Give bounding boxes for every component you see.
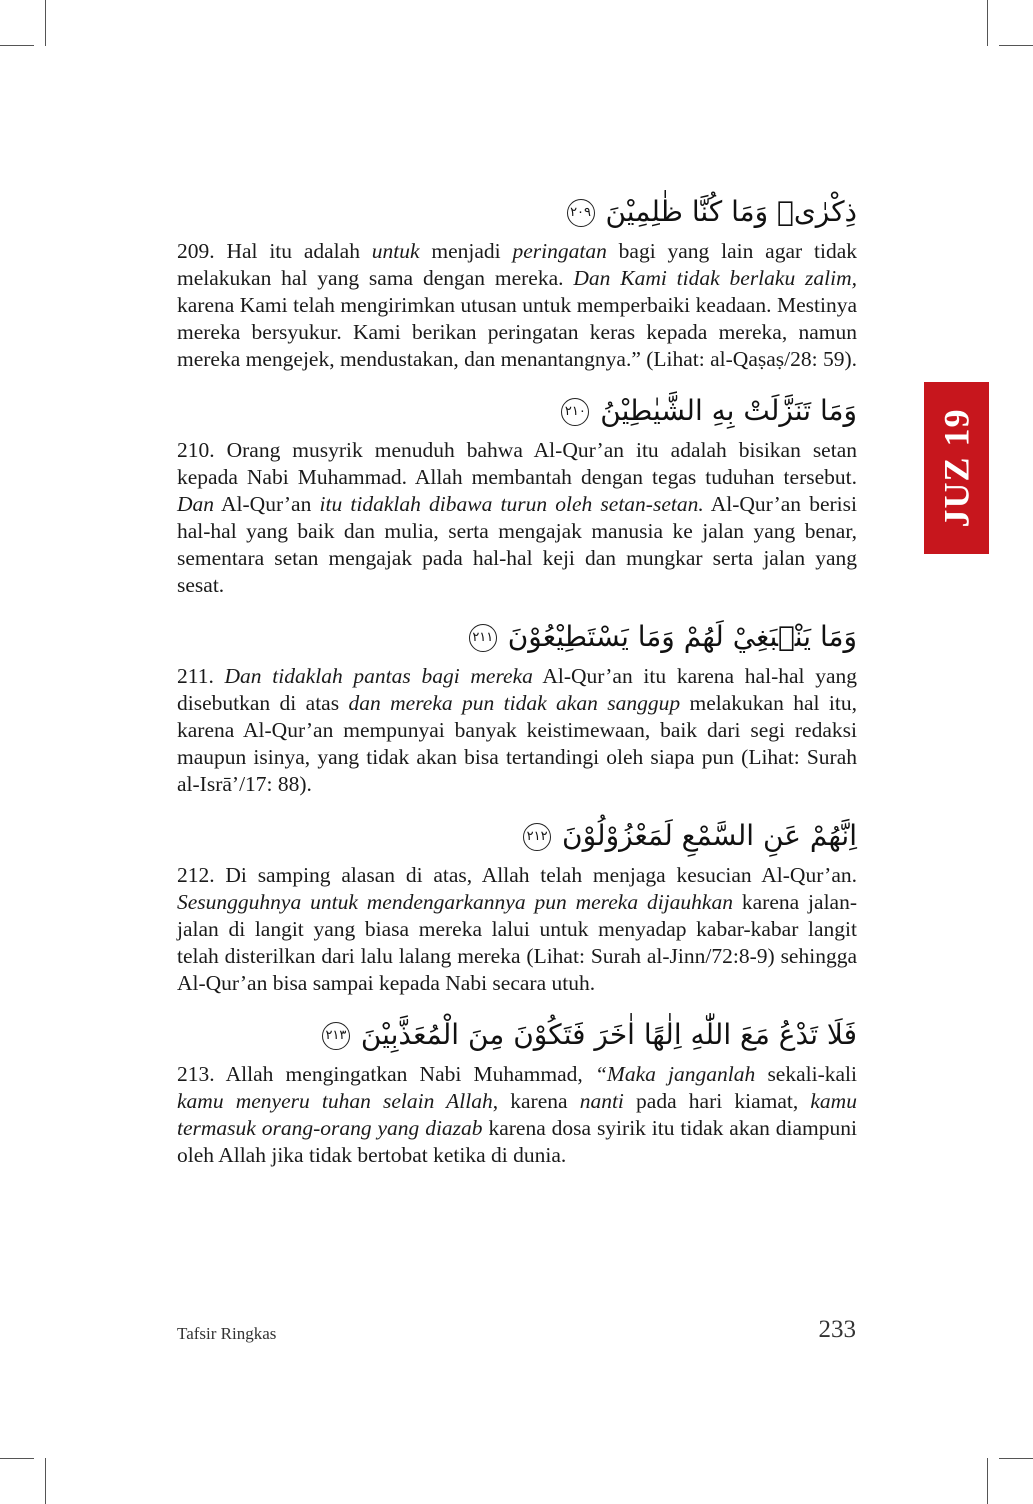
section — [177, 192, 857, 373]
arabic-verse: وَمَا تَنَزَّلَتْ بِهِ الشَّيٰطِيْنُ ٢١٠ — [177, 391, 857, 431]
section — [177, 1015, 857, 1169]
crop-mark — [45, 1458, 46, 1504]
commentary-paragraph: 212. Di samping alasan di atas, Allah telah menjaga kesucian Al-Qur’an. Sesungguhnya untuk mendengarkannya pun mereka dijauhkan karena jalan-jalan di langit yang biasa mereka lalui untuk menyadap kabar-kabar langit telah disterilkan dari lalu lalang mereka (Lihat: Surah al-Jinn/72:8-9) sehingga Al-Qur’an bisa sampai kepada Nabi secara utuh. — [177, 863, 858, 995]
crop-mark — [999, 45, 1033, 46]
commentary-paragraph: 210. Orang musyrik menuduh bahwa Al-Qur’an itu adalah bisikan setan kepada Nabi Muhammad. Allah membantah dengan tegas tuduhan tersebut. Dan Al-Qur’an itu tidaklah dibawa turun oleh setan-setan. Al-Qur’an berisi hal-hal yang baik dan mulia, serta mengajak manusia ke jalan yang benar, sementara setan mengajak pada hal-hal keji dan mungkar serta jalan yang sesat. — [177, 438, 857, 597]
commentary-paragraph: 213. Allah mengingatkan Nabi Muhammad, “Maka janganlah sekali-kali kamu menyeru tuhan selain Allah, karena nanti pada hari kiamat, kamu termasuk orang-orang yang diazab karena dosa syirik itu tidak akan diampuni oleh Allah jika tidak bertobat ketika di dunia. — [177, 1062, 857, 1167]
arabic-verse: ذِكْرٰىۚ وَمَا كُنَّا ظٰلِمِيْنَ ٢٠٩ — [177, 192, 857, 232]
crop-mark — [0, 45, 34, 46]
juz-label: JUZ 19 — [936, 408, 977, 528]
section — [177, 391, 857, 599]
page-number: 233 — [818, 1316, 856, 1343]
arabic-verse: فَلَا تَدْعُ مَعَ اللّٰهِ اِلٰهًا اٰخَرَ فَتَكُوْنَ مِنَ الْمُعَذَّبِيْنَ ٢١٣ — [177, 1015, 857, 1055]
ayah-number-marker: ٢١٢ — [523, 823, 551, 851]
crop-mark — [987, 0, 988, 46]
crop-mark — [45, 0, 46, 46]
ayah-number-marker: ٢٠٩ — [567, 199, 595, 227]
ayah-number-marker: ٢١٣ — [322, 1022, 350, 1050]
arabic-verse: وَمَا يَنْۢبَغِيْ لَهُمْ وَمَا يَسْتَطِيْعُوْنَ ٢١١ — [177, 617, 857, 657]
crop-mark — [0, 1458, 34, 1459]
ayah-number-marker: ٢١١ — [469, 624, 497, 652]
juz-tab — [924, 382, 989, 554]
section — [177, 617, 857, 798]
commentary-paragraph: 209. Hal itu adalah untuk menjadi peringatan bagi yang lain agar tidak melakukan hal yang sama dengan mereka. Dan Kami tidak berlaku zalim, karena Kami telah mengirimkan utusan untuk memperbaiki keadaan. Mestinya mereka bersyukur. Kami berikan peringatan keras kepada mereka, namun mereka mengejek, mendustakan, dan menantangnya.” (Lihat: al-Qaṣaṣ/28: 59). — [177, 239, 858, 371]
ayah-number-marker: ٢١٠ — [561, 398, 589, 426]
crop-mark — [999, 1458, 1033, 1459]
crop-mark — [987, 1458, 988, 1504]
arabic-verse: اِنَّهُمْ عَنِ السَّمْعِ لَمَعْزُوْلُوْنَ ٢١٢ — [177, 816, 857, 856]
book-title: Tafsir Ringkas — [177, 1324, 277, 1343]
page-content — [177, 192, 857, 1187]
commentary-paragraph: 211. Dan tidaklah pantas bagi mereka Al-Qur’an itu karena hal-hal yang disebutkan di atas dan mereka pun tidak akan sanggup melakukan hal itu, karena Al-Qur’an mempunyai banyak keistimewaan, baik dari segi redaksi maupun isinya, yang tidak akan bisa tertandingi oleh siapa pun (Lihat: Surah al-Isrā’/17: 88). — [177, 664, 857, 796]
section — [177, 816, 857, 997]
